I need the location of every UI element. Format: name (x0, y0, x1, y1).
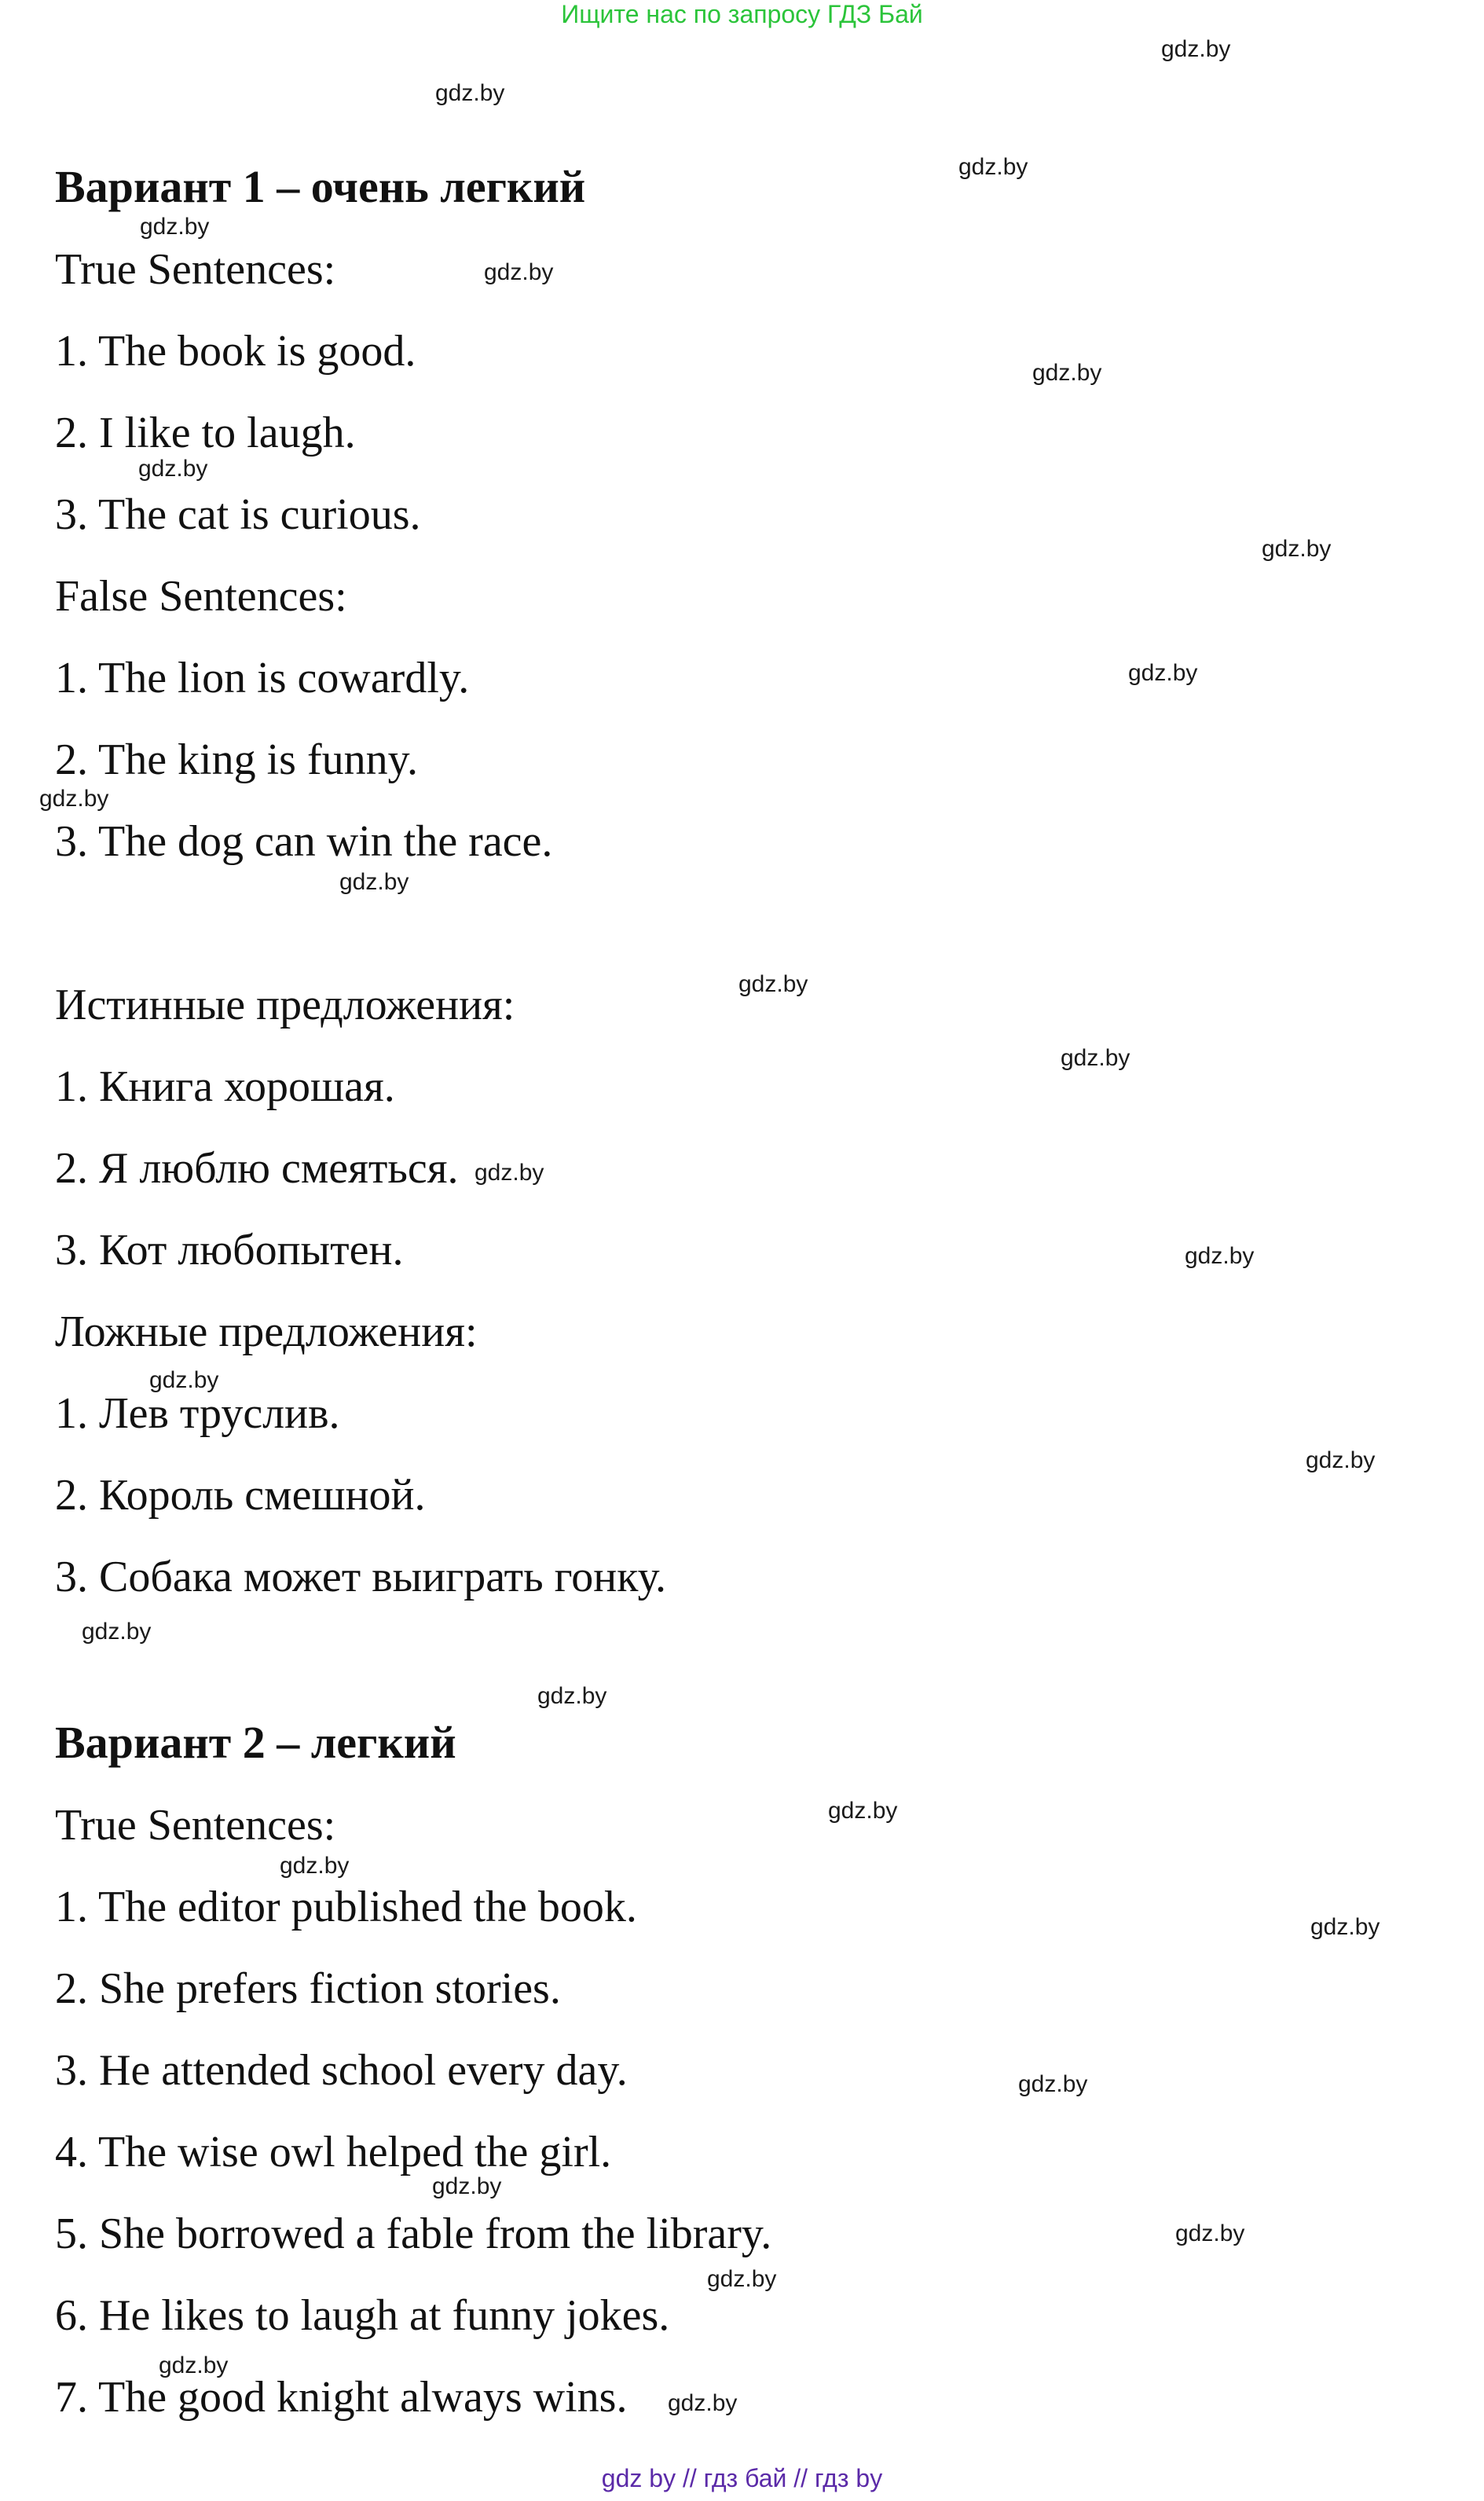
true-sentence-1: 1. The book is good. (55, 327, 416, 376)
watermark: gdz.by (475, 1160, 544, 1186)
watermark: gdz.by (537, 1683, 607, 1709)
watermark: gdz.by (159, 2352, 229, 2378)
watermark: gdz.by (1175, 2220, 1245, 2246)
watermark: gdz.by (82, 1619, 152, 1645)
v2-true-sentence-4: 4. The wise owl helped the girl. (55, 2128, 612, 2176)
v2-true-sentence-7: 7. The good knight always wins. (55, 2373, 628, 2422)
watermark: gdz.by (339, 869, 409, 895)
ru-true-sentence-3: 3. Кот любопытен. (55, 1226, 404, 1274)
variant-1-heading: Вариант 1 – очень легкий (55, 161, 586, 212)
ru-true-sentence-2: 2. Я люблю смеяться. (55, 1144, 459, 1193)
watermark: gdz.by (138, 456, 208, 482)
watermark: gdz.by (1310, 1914, 1380, 1940)
false-sentence-3: 3. The dog can win the race. (55, 817, 553, 866)
watermark: gdz.by (435, 80, 505, 106)
watermark: gdz.by (39, 786, 109, 812)
ru-false-sentence-1: 1. Лев труслив. (55, 1389, 340, 1438)
watermark: gdz.by (1061, 1045, 1130, 1071)
watermark: gdz.by (1128, 660, 1198, 686)
watermark: gdz.by (140, 214, 210, 240)
site-banner: Ищите нас по запросу ГДЗ Бай (561, 0, 923, 28)
watermark: gdz.by (149, 1367, 219, 1393)
watermark: gdz.by (432, 2173, 502, 2199)
false-sentences-header: False Sentences: (55, 572, 347, 621)
false-sentence-1: 1. The lion is cowardly. (55, 654, 470, 702)
variant-2-heading: Вариант 2 – легкий (55, 1717, 456, 1768)
watermark: gdz.by (1032, 360, 1102, 386)
watermark: gdz.by (668, 2390, 738, 2416)
ru-true-sentence-1: 1. Книга хорошая. (55, 1062, 395, 1111)
v2-true-sentences-header: True Sentences: (55, 1801, 336, 1850)
ru-false-header: Ложные предложения: (55, 1307, 478, 1356)
watermark: gdz.by (828, 1798, 898, 1824)
v2-true-sentence-1: 1. The editor published the book. (55, 1883, 637, 1931)
watermark: gdz.by (1161, 36, 1231, 62)
true-sentence-2: 2. I like to laugh. (55, 409, 356, 457)
true-sentence-3: 3. The cat is curious. (55, 490, 421, 539)
watermark: gdz.by (958, 154, 1028, 180)
watermark: gdz.by (1185, 1243, 1255, 1269)
ru-false-sentence-3: 3. Собака может выиграть гонку. (55, 1553, 667, 1601)
ru-true-header: Истинные предложения: (55, 981, 515, 1029)
watermark: gdz.by (738, 971, 808, 997)
footer-links: gdz by // гдз бай // гдз by (601, 2464, 883, 2492)
v2-true-sentence-3: 3. He attended school every day. (55, 2046, 628, 2095)
watermark: gdz.by (1306, 1447, 1376, 1473)
ru-false-sentence-2: 2. Король смешной. (55, 1471, 426, 1520)
watermark: gdz.by (1018, 2071, 1088, 2097)
v2-true-sentence-6: 6. He likes to laugh at funny jokes. (55, 2291, 670, 2340)
false-sentence-2: 2. The king is funny. (55, 735, 418, 784)
watermark: gdz.by (707, 2266, 777, 2292)
watermark: gdz.by (484, 259, 554, 285)
watermark: gdz.by (1262, 536, 1332, 562)
true-sentences-header: True Sentences: (55, 245, 336, 294)
watermark: gdz.by (280, 1853, 350, 1879)
v2-true-sentence-2: 2. She prefers fiction stories. (55, 1964, 561, 2013)
v2-true-sentence-5: 5. She borrowed a fable from the library. (55, 2209, 772, 2258)
